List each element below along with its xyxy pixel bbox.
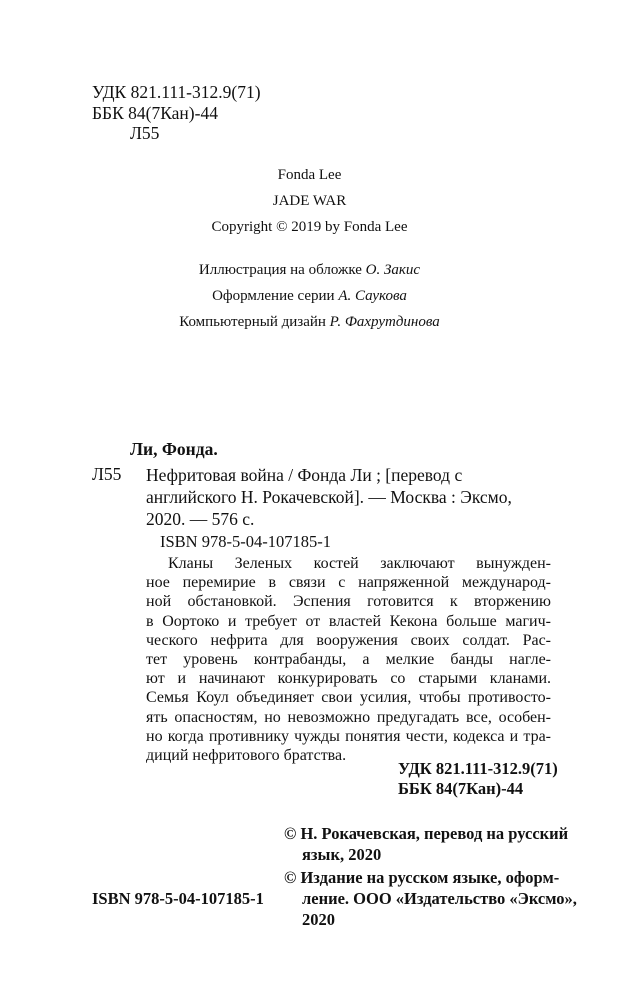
udk-code: УДК 821.111-312.9(71) — [92, 82, 261, 102]
annotation-line: в Оортоко и требует от властей Кекона больше магич- — [146, 612, 551, 630]
rights-edition-line: 2020 — [302, 910, 335, 929]
annotation — [146, 554, 551, 765]
credit-role: Компьютерный дизайн — [179, 314, 326, 330]
annotation-line: диций нефритового братства. — [146, 747, 347, 765]
annotation-line: ческого нефрита для вооружения своих солдат. Рас- — [146, 631, 551, 649]
catalog-description-line: Нефритовая война / Фонда Ли ; [перевод с — [146, 465, 463, 485]
catalog-code: Л55 — [92, 464, 122, 484]
annotation-line: ять опасностям, но невозможно предугадать все, особен- — [146, 708, 551, 726]
rights-edition-line: ление. ООО «Издательство «Эксмо», — [302, 889, 577, 908]
original-title: JADE WAR — [272, 193, 347, 209]
footer-udk-code: УДК 821.111-312.9(71) — [398, 759, 558, 778]
annotation-line: ют и начинают конкурировать со старыми кланами. — [146, 670, 551, 688]
credit-name: О. Закис — [365, 262, 421, 278]
rights-translation-line: © Н. Рокачевская, перевод на русский — [284, 824, 569, 843]
credit-series-design — [0, 288, 619, 305]
bbk-code: ББК 84(7Кан)-44 — [92, 103, 218, 123]
annotation-line: Кланы Зеленых костей заключают вынужден- — [168, 555, 551, 572]
annotation-line: тет уровень контрабанды, а мелкие банды нагле- — [146, 651, 551, 669]
original-copyright: Copyright © 2019 by Fonda Lee — [211, 219, 408, 235]
catalog-author-heading: Ли, Фонда. — [130, 439, 218, 459]
credit-role: Иллюстрация на обложке — [198, 262, 362, 278]
catalog-description — [146, 464, 557, 530]
credit-cover-illustration — [0, 262, 619, 279]
annotation-line: ное перемирие в связи с напряженной международ- — [146, 574, 551, 592]
annotation-line: Семья Коул объединяет свои усилия, чтобы противосто- — [146, 689, 551, 707]
author-sign-code: Л55 — [130, 123, 160, 143]
bottom-isbn: ISBN 978-5-04-107185-1 — [92, 889, 264, 908]
credit-computer-design — [0, 314, 619, 331]
catalog-description-line: английского Н. Рокачевской]. — Москва : Эксмо, — [146, 487, 512, 507]
credit-role: Оформление серии — [212, 288, 335, 304]
footer-bbk-code: ББК 84(7Кан)-44 — [398, 779, 524, 798]
annotation-line: но когда противнику чужды понятия чести, кодекса и тра- — [146, 727, 551, 745]
original-author: Fonda Lee — [277, 167, 342, 183]
catalog-isbn: ISBN 978-5-04-107185-1 — [160, 532, 331, 551]
rights-translation-line: язык, 2020 — [302, 845, 382, 864]
annotation-line: ной обстановкой. Эспения готовится к вторжению — [146, 593, 551, 611]
credit-name: А. Саукова — [338, 288, 407, 304]
catalog-description-line: 2020. — 576 с. — [146, 509, 255, 529]
rights-edition-line: © Издание на русском языке, оформ- — [284, 868, 560, 887]
credit-name: Р. Фахрутдинова — [329, 314, 440, 330]
